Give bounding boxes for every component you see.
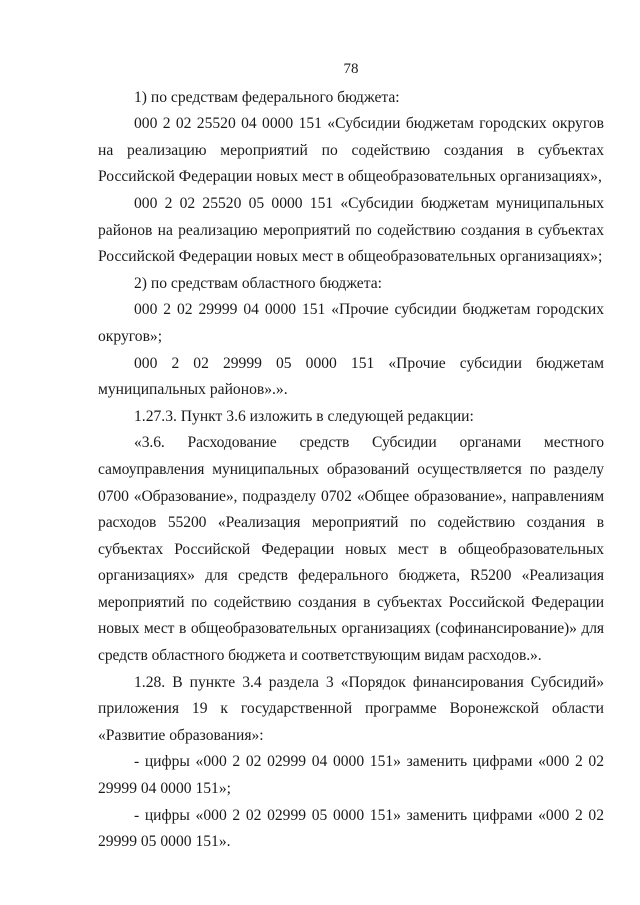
paragraph-code-25520-05: 000 2 02 25520 05 0000 151 «Субсидии бюджетам муниципальных районов на реализацию мероприятий по содействию создания в субъектах Российской Федерации новых мест в общеобразовательных организациях»; [98,194,604,266]
paragraph-regional-budget-heading: 2) по средствам областного бюджета: [134,274,382,292]
paragraph-code-25520-04: 000 2 02 25520 04 0000 151 «Субсидии бюджетам городских округов на реализацию мероприятий по содействию создания в субъектах Российской Федерации новых мест в общеобразовательных организациях», [98,115,604,186]
paragraph-code-29999-04: 000 2 02 29999 04 0000 151 «Прочие субсидии бюджетам городских округов»; [98,301,604,345]
paragraph-replace-05: - цифры «000 2 02 02999 05 0000 151» заменить цифрами «000 2 02 29999 05 0000 151». [98,806,604,851]
paragraph-replace-04: - цифры «000 2 02 02999 04 0000 151» заменить цифрами «000 2 02 29999 04 0000 151»; [98,753,604,798]
paragraph-federal-budget-heading: 1) по средствам федерального бюджета: [134,88,400,106]
paragraph-1-28: 1.28. В пункте 3.4 раздела 3 «Порядок финансирования Субсидий» приложения 19 к государственной программе Воронежской области «Развитие образования»: [98,673,604,744]
paragraph-3-6-text: «3.6. Расходование средств Субсидии органами местного самоуправления муниципальных образований осуществляется по разделу 0700 «Образование», подразделу 0702 «Общее образование», направлениям расходов 55200 «Реализация мероприятий по содействию создания в субъектах Российской Федерации новых мест в общеобразовательных организациях» для средств федерального бюджета, R5200 «Реализация мероприятий по содействию создания в субъектах Российской Федерации новых мест в общеобразовательных организациях (софинансирование)» для средств областного бюджета и соответствующим видам расходов.». [98,434,604,665]
paragraph-1-27-3: 1.27.3. Пункт 3.6 изложить в следующей редакции: [134,407,474,425]
document-page [98,56,604,856]
paragraph-code-29999-05: 000 2 02 29999 05 0000 151 «Прочие субсидии бюджетам муниципальных районов».». [98,354,604,399]
page-number: 78 [343,61,359,77]
